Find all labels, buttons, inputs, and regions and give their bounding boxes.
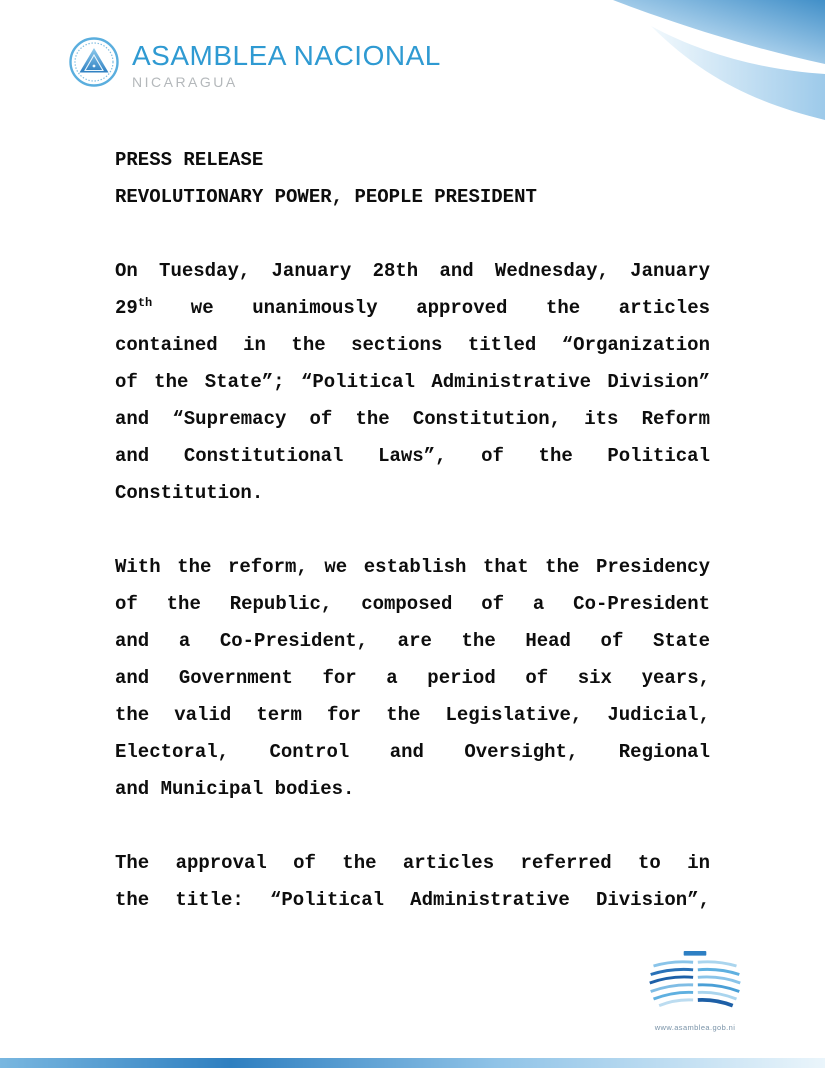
text-line: Constitution. xyxy=(115,482,264,504)
text-line: the valid term for the Legislative, Judicial, xyxy=(115,704,710,726)
text-line: of the State”; “Political Administrative Division” xyxy=(115,371,710,393)
org-name: ASAMBLEA NACIONAL xyxy=(132,40,441,71)
brand-header xyxy=(68,36,441,90)
document-heading xyxy=(115,142,710,216)
paragraph xyxy=(115,549,710,808)
heading-line: REVOLUTIONARY POWER, PEOPLE PRESIDENT xyxy=(115,186,537,208)
paragraph xyxy=(115,253,710,512)
text-line: and Municipal bodies. xyxy=(115,778,355,800)
paragraph xyxy=(115,845,710,919)
text-line: the title: “Political Administrative Division”, xyxy=(115,889,710,911)
text-line: contained in the sections titled “Organization xyxy=(115,334,710,356)
text-line: The approval of the articles referred to in xyxy=(115,852,710,874)
org-country: NICARAGUA xyxy=(132,74,238,90)
text-line: and Government for a period of six years, xyxy=(115,667,710,689)
text-line: With the reform, we establish that the Presidency xyxy=(115,556,710,578)
national-emblem-icon xyxy=(68,36,120,88)
footer-wave-bar xyxy=(0,1058,825,1068)
footer-logo-block xyxy=(645,950,745,1032)
text-line: On Tuesday, January 28th and Wednesday, January xyxy=(115,260,710,282)
text-line: of the Republic, composed of a Co-President xyxy=(115,593,710,615)
heading-line: PRESS RELEASE xyxy=(115,149,264,171)
header-wave-graphic xyxy=(555,0,825,150)
text-line: and “Supremacy of the Constitution, its Reform xyxy=(115,408,710,430)
text-line: and a Co-President, are the Head of State xyxy=(115,630,710,652)
document-body xyxy=(115,142,710,956)
text-line: Electoral, Control and Oversight, Regional xyxy=(115,741,710,763)
text-line: 29th we unanimously approved the articles xyxy=(115,296,710,319)
paragraphs-container xyxy=(115,253,710,919)
text-line: and Constitutional Laws”, of the Political xyxy=(115,445,710,467)
globe-arcs-logo-icon xyxy=(647,950,743,1016)
brand-text xyxy=(132,36,441,90)
website-url: www.asamblea.gob.ni xyxy=(654,1023,736,1032)
